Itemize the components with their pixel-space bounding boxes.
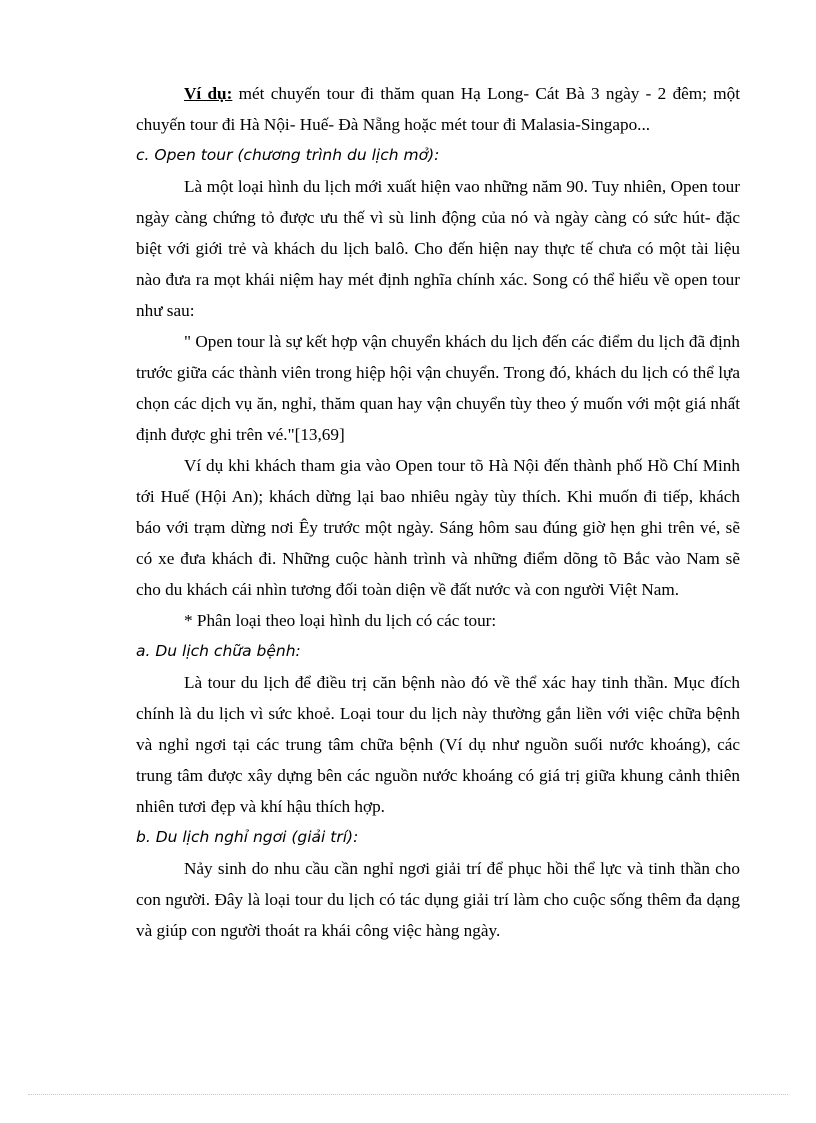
paragraph-text: mét chuyến tour đi thăm quan Hạ Long- Cát Bà 3 ngày - 2 đêm; một chuyến tour đi Hà Nội- Huế- Đà Nẵng hoặc mét tour đi Malasia-Singapo... [136, 84, 740, 134]
paragraph-medical-tourism: Là tour du lịch để điều trị căn bệnh nào đó về thể xác hay tinh thần. Mục đích chính là du lịch vì sức khoẻ. Loại tour du lịch này thường gắn liền với việc chữa bệnh và nghỉ ngơi tại các trung tâm chữa bệnh (Ví dụ như nguồn suối nước khoáng), các trung tâm được xây dựng bên các nguồn nước khoáng có giá trị giữa khung cảnh thiên nhiên tươi đẹp và khí hậu thích hợp. [136, 673, 740, 816]
paragraph-classification: * Phân loại theo loại hình du lịch có các tour: [184, 611, 497, 630]
section-heading-open-tour: c. Open tour (chương trình du lịch mở): [136, 146, 440, 164]
paragraph-leisure-tourism: Nảy sinh do nhu cầu cần nghỉ ngơi giải trí để phục hồi thể lực và tinh thần cho con người. Đây là loại tour du lịch có tác dụng giải trí làm cho cuộc sống thêm đa dạng và giúp con người thoát ra khái công việc hàng ngày. [136, 859, 740, 940]
section-heading-medical-tourism: a. Du lịch chữa bệnh: [136, 642, 301, 660]
page-bottom-divider [28, 1094, 788, 1095]
document-page [136, 78, 740, 946]
example-label: Ví dụ: [184, 84, 233, 103]
section-heading-leisure-tourism: b. Du lịch nghỉ ngơi (giải trí): [136, 828, 359, 846]
paragraph-open-tour-definition: " Open tour là sự kết hợp vận chuyển khách du lịch đến các điểm du lịch đã định trước giữa các thành viên trong hiệp hội vận chuyển. Trong đó, khách du lịch có thể lựa chọn các dịch vụ ăn, nghỉ, thăm quan hay vận chuyển tùy theo ý muốn với một giá nhất định được ghi trên vé."[13,69] [136, 332, 740, 444]
paragraph-open-tour-example: Ví dụ khi khách tham gia vào Open tour tõ Hà Nội đến thành phố Hồ Chí Minh tới Huế (Hội An); khách dừng lại bao nhiêu ngày tùy thích. Khi muốn đi tiếp, khách báo với trạm dừng nơi Êy trước một ngày. Sáng hôm sau đúng giờ hẹn ghi trên vé, sẽ có xe đưa khách đi. Những cuộc hành trình và những điểm dõng tõ Bắc vào Nam sẽ cho du khách cái nhìn tương đối toàn diện về đất nước và con người Việt Nam. [136, 456, 740, 599]
paragraph-example-tours [136, 78, 740, 140]
paragraph-open-tour-intro: Là một loại hình du lịch mới xuất hiện vao những năm 90. Tuy nhiên, Open tour ngày càng chứng tỏ được ưu thế vì sù linh động của nó và ngày càng có sức hút- đặc biệt với giới trẻ và khách du lịch balô. Cho đến hiện nay thực tế chưa có một tài liệu nào đưa ra mọt khái niệm hay mét định nghĩa chính xác. Song có thể hiểu về open tour như sau: [136, 177, 740, 320]
